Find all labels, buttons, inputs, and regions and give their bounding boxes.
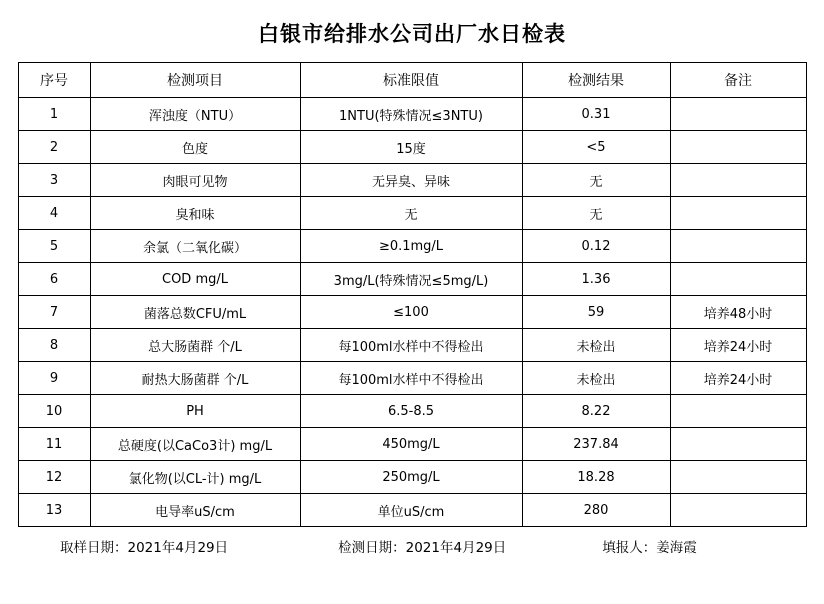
cell-result: 237.84 [522,428,670,461]
column-header-remark: 备注 [670,63,806,98]
footer [18,536,806,556]
cell-remark [670,164,806,197]
cell-result: 无 [522,197,670,230]
cell-item: 总硬度(以CaCo3计) mg/L [90,428,300,461]
table-body [18,98,806,527]
cell-item: 菌落总数CFU/mL [90,296,300,329]
water-quality-table [18,62,807,527]
table-row [18,131,806,164]
cell-limit: 无异臭、异味 [300,164,522,197]
cell-remark: 培养48小时 [670,296,806,329]
cell-item: 耐热大肠菌群 个/L [90,362,300,395]
cell-no: 6 [18,263,90,296]
cell-remark: 培养24小时 [670,329,806,362]
cell-result: 0.12 [522,230,670,263]
cell-result: 18.28 [522,461,670,494]
cell-limit: 3mg/L(特殊情况≤5mg/L) [300,263,522,296]
cell-item: 肉眼可见物 [90,164,300,197]
cell-result: <5 [522,131,670,164]
cell-limit: 15度 [300,131,522,164]
sample-date: 取样日期：2021年4月29日 [60,540,229,556]
table-row [18,164,806,197]
cell-limit: 每100ml水样中不得检出 [300,329,522,362]
cell-limit: ≤100 [300,296,522,329]
cell-limit: 1NTU(特殊情况≤3NTU) [300,98,522,131]
table-row [18,395,806,428]
cell-result: 8.22 [522,395,670,428]
cell-remark: 培养24小时 [670,362,806,395]
cell-remark [670,494,806,527]
cell-result: 未检出 [522,329,670,362]
cell-limit: 250mg/L [300,461,522,494]
table-row [18,197,806,230]
cell-item: 臭和味 [90,197,300,230]
cell-remark [670,395,806,428]
cell-limit: 每100ml水样中不得检出 [300,362,522,395]
table-row [18,263,806,296]
column-header-limit: 标准限值 [300,63,522,98]
test-date: 检测日期：2021年4月29日 [338,540,507,556]
cell-no: 5 [18,230,90,263]
table-row [18,362,806,395]
cell-no: 10 [18,395,90,428]
cell-item: 浑浊度（NTU） [90,98,300,131]
cell-remark [670,263,806,296]
table-row [18,296,806,329]
cell-no: 9 [18,362,90,395]
cell-remark [670,230,806,263]
cell-no: 4 [18,197,90,230]
cell-result: 59 [522,296,670,329]
cell-item: COD mg/L [90,263,300,296]
cell-result: 未检出 [522,362,670,395]
table-row [18,230,806,263]
cell-result: 无 [522,164,670,197]
cell-no: 12 [18,461,90,494]
page-title: 白银市给排水公司出厂水日检表 [258,22,566,46]
table-header-row [18,63,806,98]
cell-no: 1 [18,98,90,131]
cell-limit: 单位uS/cm [300,494,522,527]
column-header-no: 序号 [18,63,90,98]
cell-result: 280 [522,494,670,527]
cell-no: 2 [18,131,90,164]
cell-item: 电导率uS/cm [90,494,300,527]
table-row [18,329,806,362]
column-header-result: 检测结果 [522,63,670,98]
cell-limit: ≥0.1mg/L [300,230,522,263]
cell-result: 0.31 [522,98,670,131]
cell-no: 7 [18,296,90,329]
cell-no: 8 [18,329,90,362]
table-row [18,461,806,494]
table-header [18,63,806,98]
cell-remark [670,98,806,131]
cell-no: 3 [18,164,90,197]
table-row [18,428,806,461]
cell-remark [670,131,806,164]
cell-remark [670,461,806,494]
cell-item: 色度 [90,131,300,164]
filler-name: 填报人：姜海霞 [602,540,697,556]
table-row [18,494,806,527]
cell-item: 总大肠菌群 个/L [90,329,300,362]
cell-limit: 450mg/L [300,428,522,461]
report-page [0,18,824,604]
column-header-item: 检测项目 [90,63,300,98]
cell-item: PH [90,395,300,428]
cell-remark [670,197,806,230]
cell-remark [670,428,806,461]
cell-item: 氯化物(以CL-计) mg/L [90,461,300,494]
cell-limit: 6.5-8.5 [300,395,522,428]
cell-result: 1.36 [522,263,670,296]
cell-limit: 无 [300,197,522,230]
table-row [18,98,806,131]
cell-no: 13 [18,494,90,527]
cell-no: 11 [18,428,90,461]
cell-item: 余氯（二氧化碳） [90,230,300,263]
